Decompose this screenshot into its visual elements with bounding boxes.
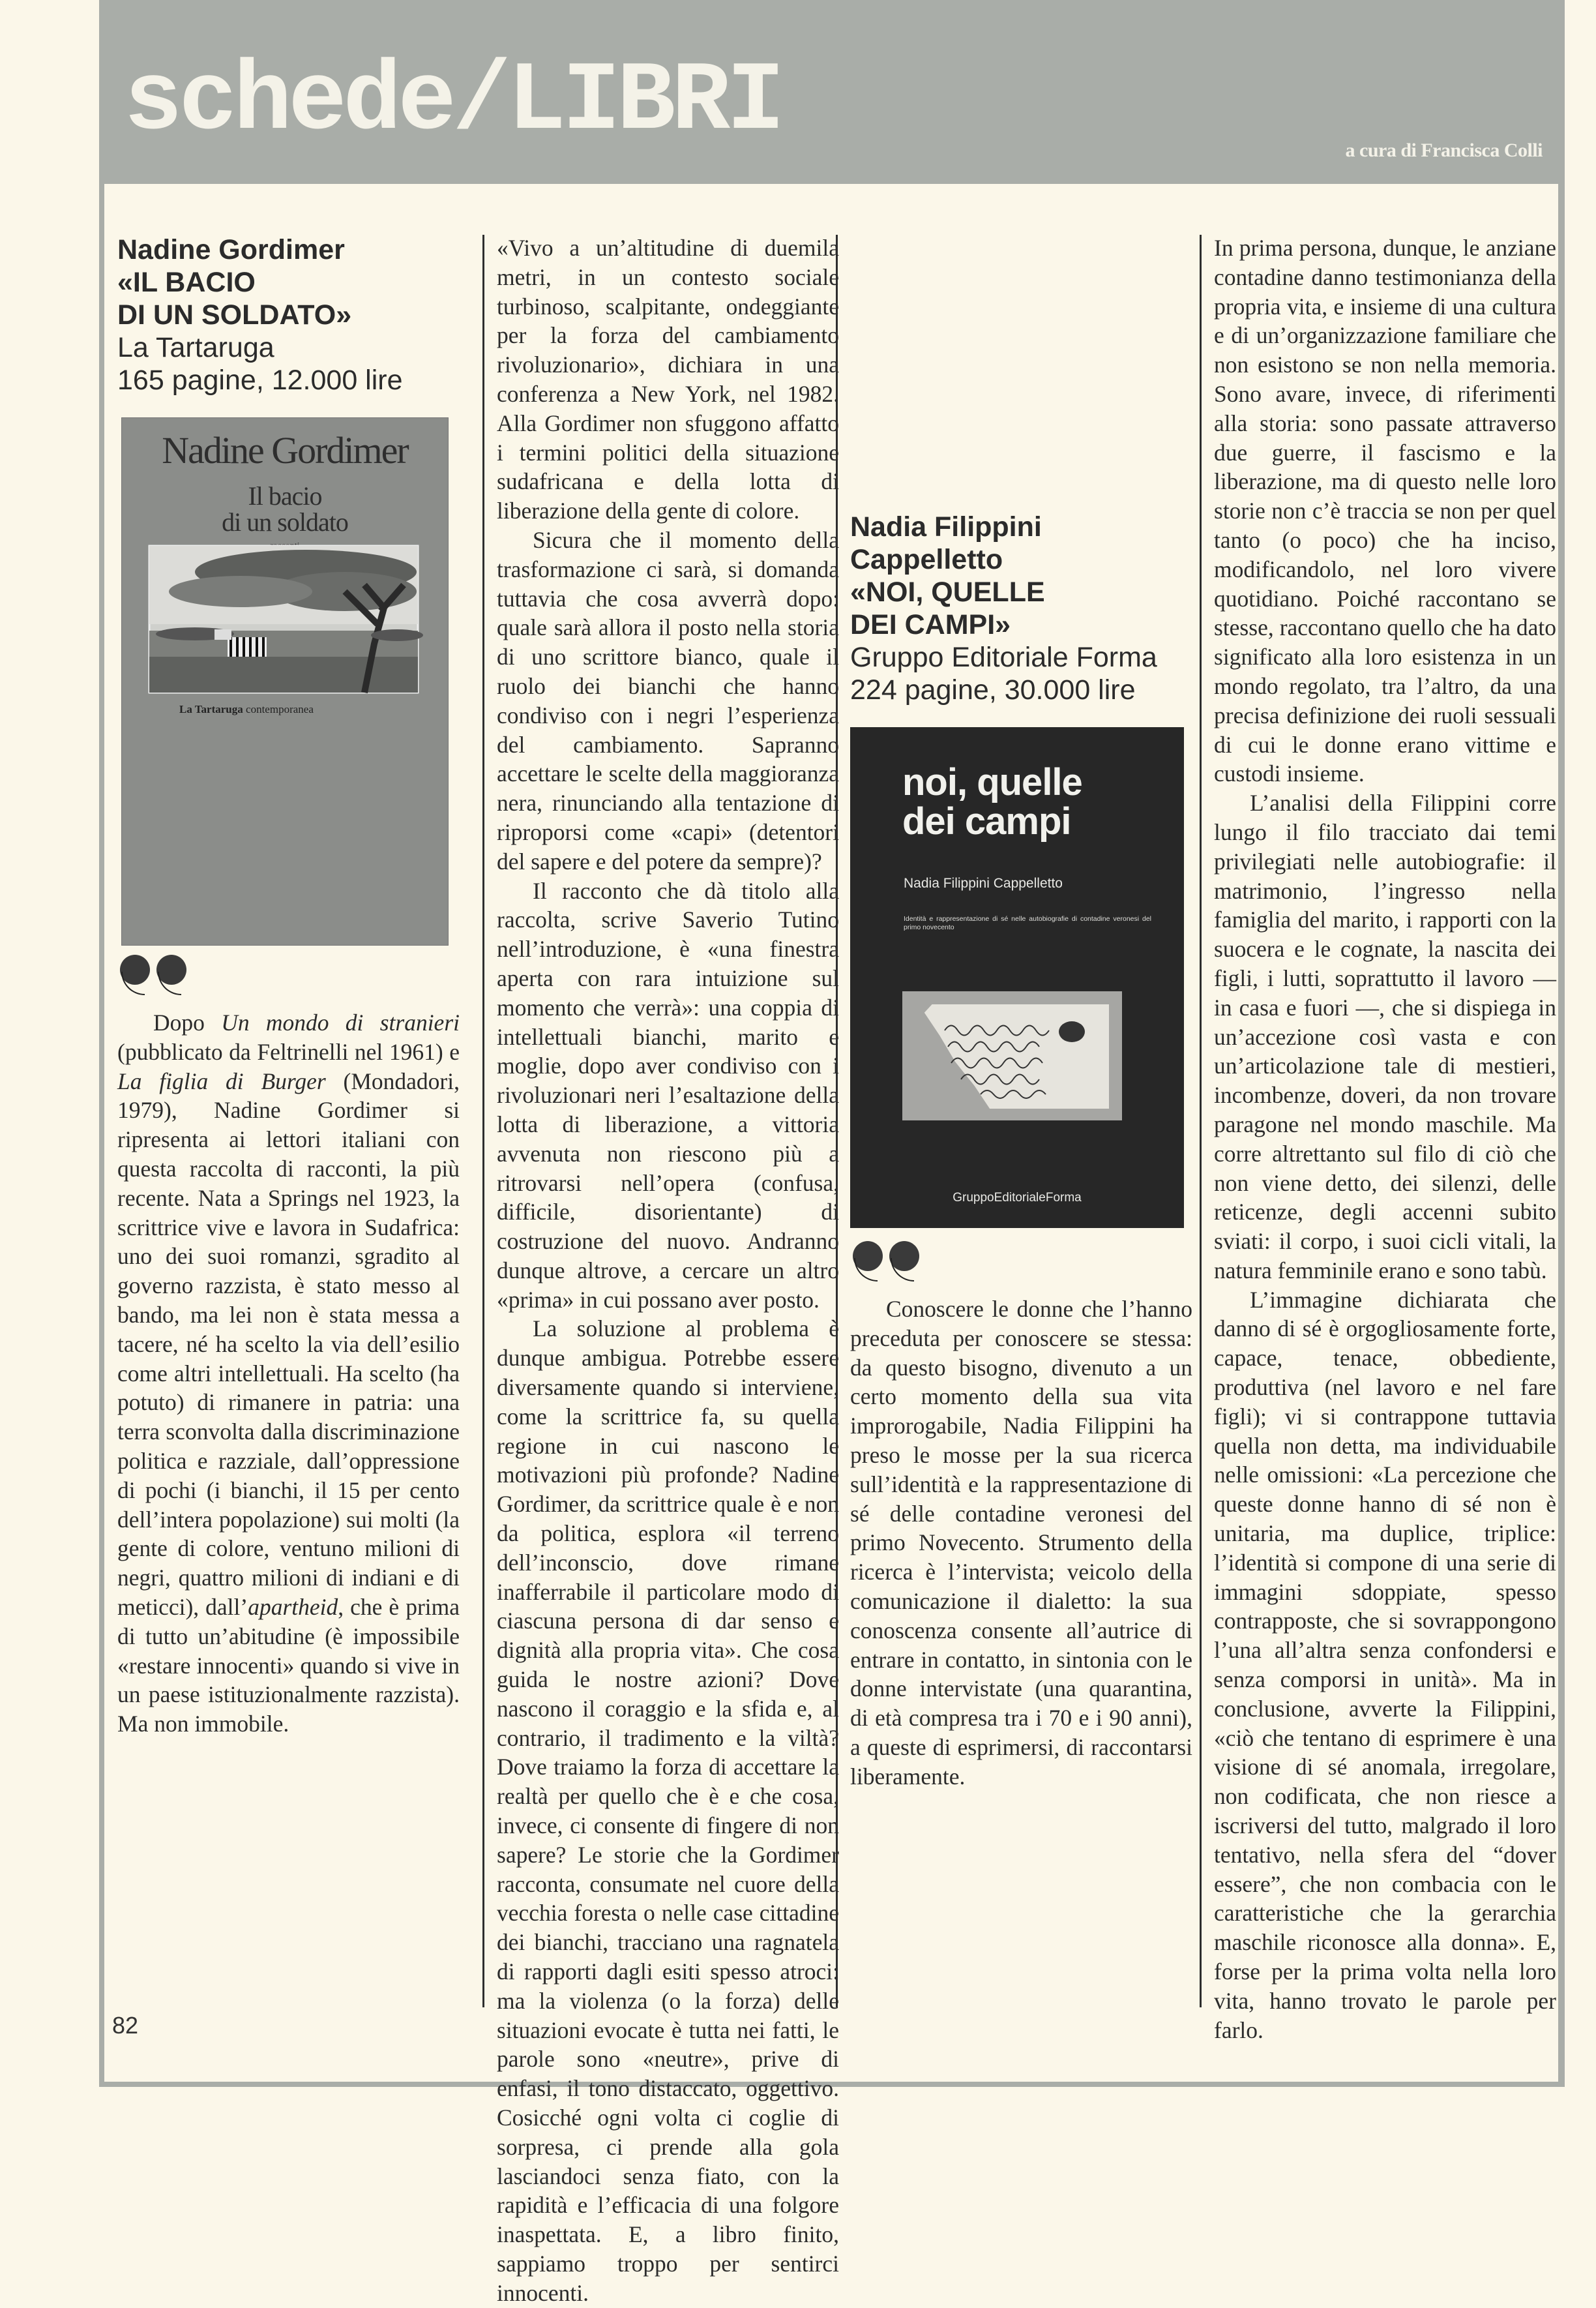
- book-author: Nadia Filippini: [850, 511, 1042, 543]
- section-title: schede/LIBRI: [124, 47, 782, 158]
- review-paragraph: Sicura che il momento della trasformazione ci sarà, si domanda tuttavia che cosa avverrà dopo: quale sarà allora il posto nella storia di uno scrittore bianco, quale il ruolo dei bianchi che hanno condiviso con i negri l’esperienza del cambiamento. Sapranno accettare le scelte della maggioranza nera, rinunciando alla tentazione di riproporsi come «capi» (detentori del sapere e del potere da sempre)?: [497, 526, 839, 875]
- page-number: 82: [112, 2012, 139, 2039]
- quotation-mark-icon: [853, 1241, 1192, 1275]
- cover-title-line: dei campi: [902, 800, 1071, 843]
- review-paragraph: Dopo Un mondo di stranieri (pubblicato da Feltrinelli nel 1961) e La figlia di Burger (Mondadori, 1979), Nadine Gordimer si ripresenta ai lettori italiani con questa raccolta di racconti, la più recente. Nata a Springs nel 1923, la scrittrice vive e lavora in Sudafrica: uno dei suoi romanzi, sgradito al governo razzista, è stato messo al bando, ma lei non è stata messa a tacere, né ha scelto la via dell’esilio come altri intellettuali. Ha scelto (ha potuto) di rimanere in patria: una terra sconvolta dalla discriminazione politica e razziale, dall’oppressione di pochi (i bianchi, il 15 per cento dell’intera popolazione) sui molti (la gente di colore, ventuno milioni di negri, quattro milioni di indiani e di meticci), dall’apartheid, che è prima di tutto un’abitudine (è impossibile «restare innocenti» quando si vive in un paese istituzionalmente razzista). Ma non immobile.: [117, 1010, 460, 1737]
- book-header-gordimer: [117, 233, 460, 397]
- book-cover-filippini: [850, 727, 1184, 1228]
- column-divider: [482, 235, 484, 2007]
- column-2: [497, 233, 839, 2306]
- review-1-continuation-space: [850, 233, 1192, 439]
- quote-dot: [120, 955, 150, 985]
- book-title-line: «NOI, QUELLE: [850, 577, 1045, 608]
- column-1: [117, 233, 460, 1739]
- quote-dot: [889, 1241, 919, 1271]
- cover-series: contemporanea: [246, 703, 314, 715]
- column-divider: [1200, 235, 1202, 2007]
- review-paragraph: L’immagine dichiarata che danno di sé è orgogliosamente forte, capace, tenace, obbediente, produttiva (nel lavoro e nel fare figli); vi si contrappone tuttavia quella non detta, ma individuabile nelle omissioni: «La percezione che queste donne hanno di sé non è unitaria, ma duplice, triplice: l’identità si compone di una serie di immagini sdoppiate, spesso contrapposte, che si sovrappongono l’una all’altra senza confondersi e senza comporsi in unità». Ma in conclusione, avverte la Filippini, «ciò che tentano di esprimere è una visione di sé anomala, irregolare, non codificata, che non riesce a iscriversi del tutto, malgrado il loro tentativo, nella sfera del “dover essere”, che non combacia con le caratteristiche che la gerarchia maschile riconosce alla donna». E, forse per la prima volta nella loro vita, hanno trovato le parole per farlo.: [1214, 1286, 1556, 2043]
- quotation-mark-icon: [120, 955, 460, 989]
- book-title-line: «IL BACIO: [117, 267, 256, 298]
- review-paragraph: La soluzione al problema è dunque ambigua. Potrebbe essere diversamente quando si interviene, come la scrittrice fa, su quella regione in cui nascono le motivazioni più profonde? Nadine Gordimer, da scrittrice quale è e non da politica, esplora «il terreno dell’inconscio, dove rimane inafferrabile il particolare modo di ciascuna persona di dar senso e dignità alla propria vita». Che cosa guida le nostre azioni? Dove nascono il coraggio e la sfida e, al contrario, il tradimento e la viltà? Dove traiamo la forza di accettare la realtà per quello che è e che cosa, invece, ci consente di fingere di non sapere? Le storie che la Gordimer racconta, consumate nel cuore della vecchia foresta o nelle case cittadine dei bianchi, tracciano una ragnatela di rapporti dagli esiti spesso atroci: ma la violenza (o la forza) delle situazioni evocate è tutta nei fatti, le parole sono «neutre», prive di enfasi, il tono distaccato, oggettivo. Cosicché ogni volta ci coglie di sorpresa, ci prende alla gola lasciandoci senza fiato, con la rapidità e l’efficacia di una folgore inaspettata. E, a libro finito, sappiamo troppo per sentirci innocenti.: [497, 1315, 839, 2306]
- book-header-filippini: [850, 511, 1192, 706]
- spacer: [850, 439, 1192, 511]
- cover-author: Nadine Gordimer: [162, 429, 408, 472]
- quote-dot: [156, 955, 186, 985]
- cover-illustration-handwritten-letter: [902, 991, 1122, 1120]
- review-paragraph: Il racconto che dà titolo alla raccolta, scrive Saverio Tutino nell’introduzione, è «una finestra aperta con rara intuizione sul momento che verrà»: una coppia di intellettuali bianchi, marito e moglie, dopo aver condiviso con i rivoluzionari neri l’esaltazione della lotta di liberazione, a vittoria avvenuta non riescono più a ritrovarsi nell’opera (confusa, difficile, disorientante) di costruzione del nuovo. Andranno dunque altrove, a cercare un altro «prima» in cui possano aver posto.: [497, 877, 839, 1313]
- cover-title-line: Il bacio: [248, 481, 322, 511]
- quote-dot: [853, 1241, 883, 1271]
- book-author: Nadine Gordimer: [117, 234, 345, 265]
- cover-publisher: [179, 695, 314, 725]
- review-paragraph: In prima persona, dunque, le anziane contadine danno testimonianza della propria vita, e insieme di una cultura e di un’organizzazione familiare che non esistono se non nella memoria. Sono avare, invece, di riferimenti alla storia: sono passate attraverso due guerre, il fascismo e la liberazione, ma di questo nelle loro storie non c’è traccia se non per quel tanto (o poco) che ha inciso, modificandolo, nel loro vivere quotidiano. Poiché raccontano se stesse, raccontano quello che ha dato significato alla loro esistenza in un mondo regolato, tra l’altro, da una precisa definizione dei ruoli sessuali di cui le donne erano vittime e custodi insieme.: [1214, 235, 1556, 787]
- cover-publisher-name: La Tartaruga: [179, 703, 243, 715]
- review-paragraph: L’analisi della Filippini corre lungo il filo tracciato dai temi privilegiati nelle autobiografie: il matrimonio, l’ingresso nella famiglia del marito, i rapporti con la suocera e le cognate, la nascita dei figli, i lutti, soprattutto il lavoro — in casa e fuori —, che si dispiega in un’accezione così vasta e con un’articolazione tale di mestieri, incombenze, doveri, da non trovare paragone nel mondo maschile. Ma corre altrettanto sul filo di ciò che non viene detto, dei silenzi, delle reticenze, degli accenni subito sviati: il corpo, i suoi cicli vitali, la natura femminile erano e sono tabù.: [1214, 790, 1556, 1283]
- book-title-line: DI UN SOLDATO»: [117, 299, 352, 331]
- book-details: 224 pagine, 30.000 lire: [850, 674, 1136, 706]
- cover-author: Nadia Filippini Cappelletto: [904, 876, 1063, 891]
- cover-subtitle: Identità e rappresentazione di sé nelle autobiografie di contadine veronesi del primo novecento: [904, 915, 1151, 931]
- cover-title: [122, 483, 448, 535]
- book-author: Cappelletto: [850, 544, 1003, 575]
- cover-title-line: di un soldato: [222, 507, 348, 537]
- book-publisher: Gruppo Editoriale Forma: [850, 642, 1157, 673]
- book-cover-gordimer: [121, 417, 449, 946]
- review-paragraph: Conoscere le donne che l’hanno preceduta per conoscere se stessa: da questo bisogno, divenuto a un certo momento della sua vita improrogabile, Nadia Filippini ha preso le mosse per la sua ricerca sull’identità e la rappresentazione di sé delle contadine veronesi del primo Novecento. Strumento della ricerca è l’intervista; veicolo della comunicazione il dialetto: la sua conoscenza consente all’autrice di entrare in contatto, in sintonia con le donne intervistate (una quarantina, di età compresa tra i 70 e i 90 anni), a queste di esprimersi, di raccontarsi liberamente.: [850, 1296, 1192, 1790]
- cover-illustration-acacia-zebra: [149, 546, 418, 693]
- handwriting-scribble: [941, 1017, 1104, 1102]
- column-4: [1214, 233, 1556, 2045]
- book-details: 165 pagine, 12.000 lire: [117, 365, 403, 396]
- cover-title-line: noi, quelle: [902, 761, 1082, 803]
- column-3: [850, 233, 1192, 1791]
- cover-title: [902, 763, 1082, 841]
- book-publisher: La Tartaruga: [117, 332, 274, 363]
- curator-credit: a cura di Francisca Colli: [1345, 140, 1543, 161]
- book-title-line: DEI CAMPI»: [850, 609, 1011, 640]
- review-paragraph: «Vivo a un’altitudine di duemila metri, in un contesto sociale turbinoso, scalpitante, ondeggiante per la forza del cambiamento rivoluzionario», dichiara in una conferenza a New York, nel 1982. Alla Gordimer non sfuggono affatto i termini politici della situazione sudafricana e della lotta di liberazione della gente di colore.: [497, 235, 839, 524]
- cover-publisher: GruppoEditorialeForma: [953, 1191, 1082, 1205]
